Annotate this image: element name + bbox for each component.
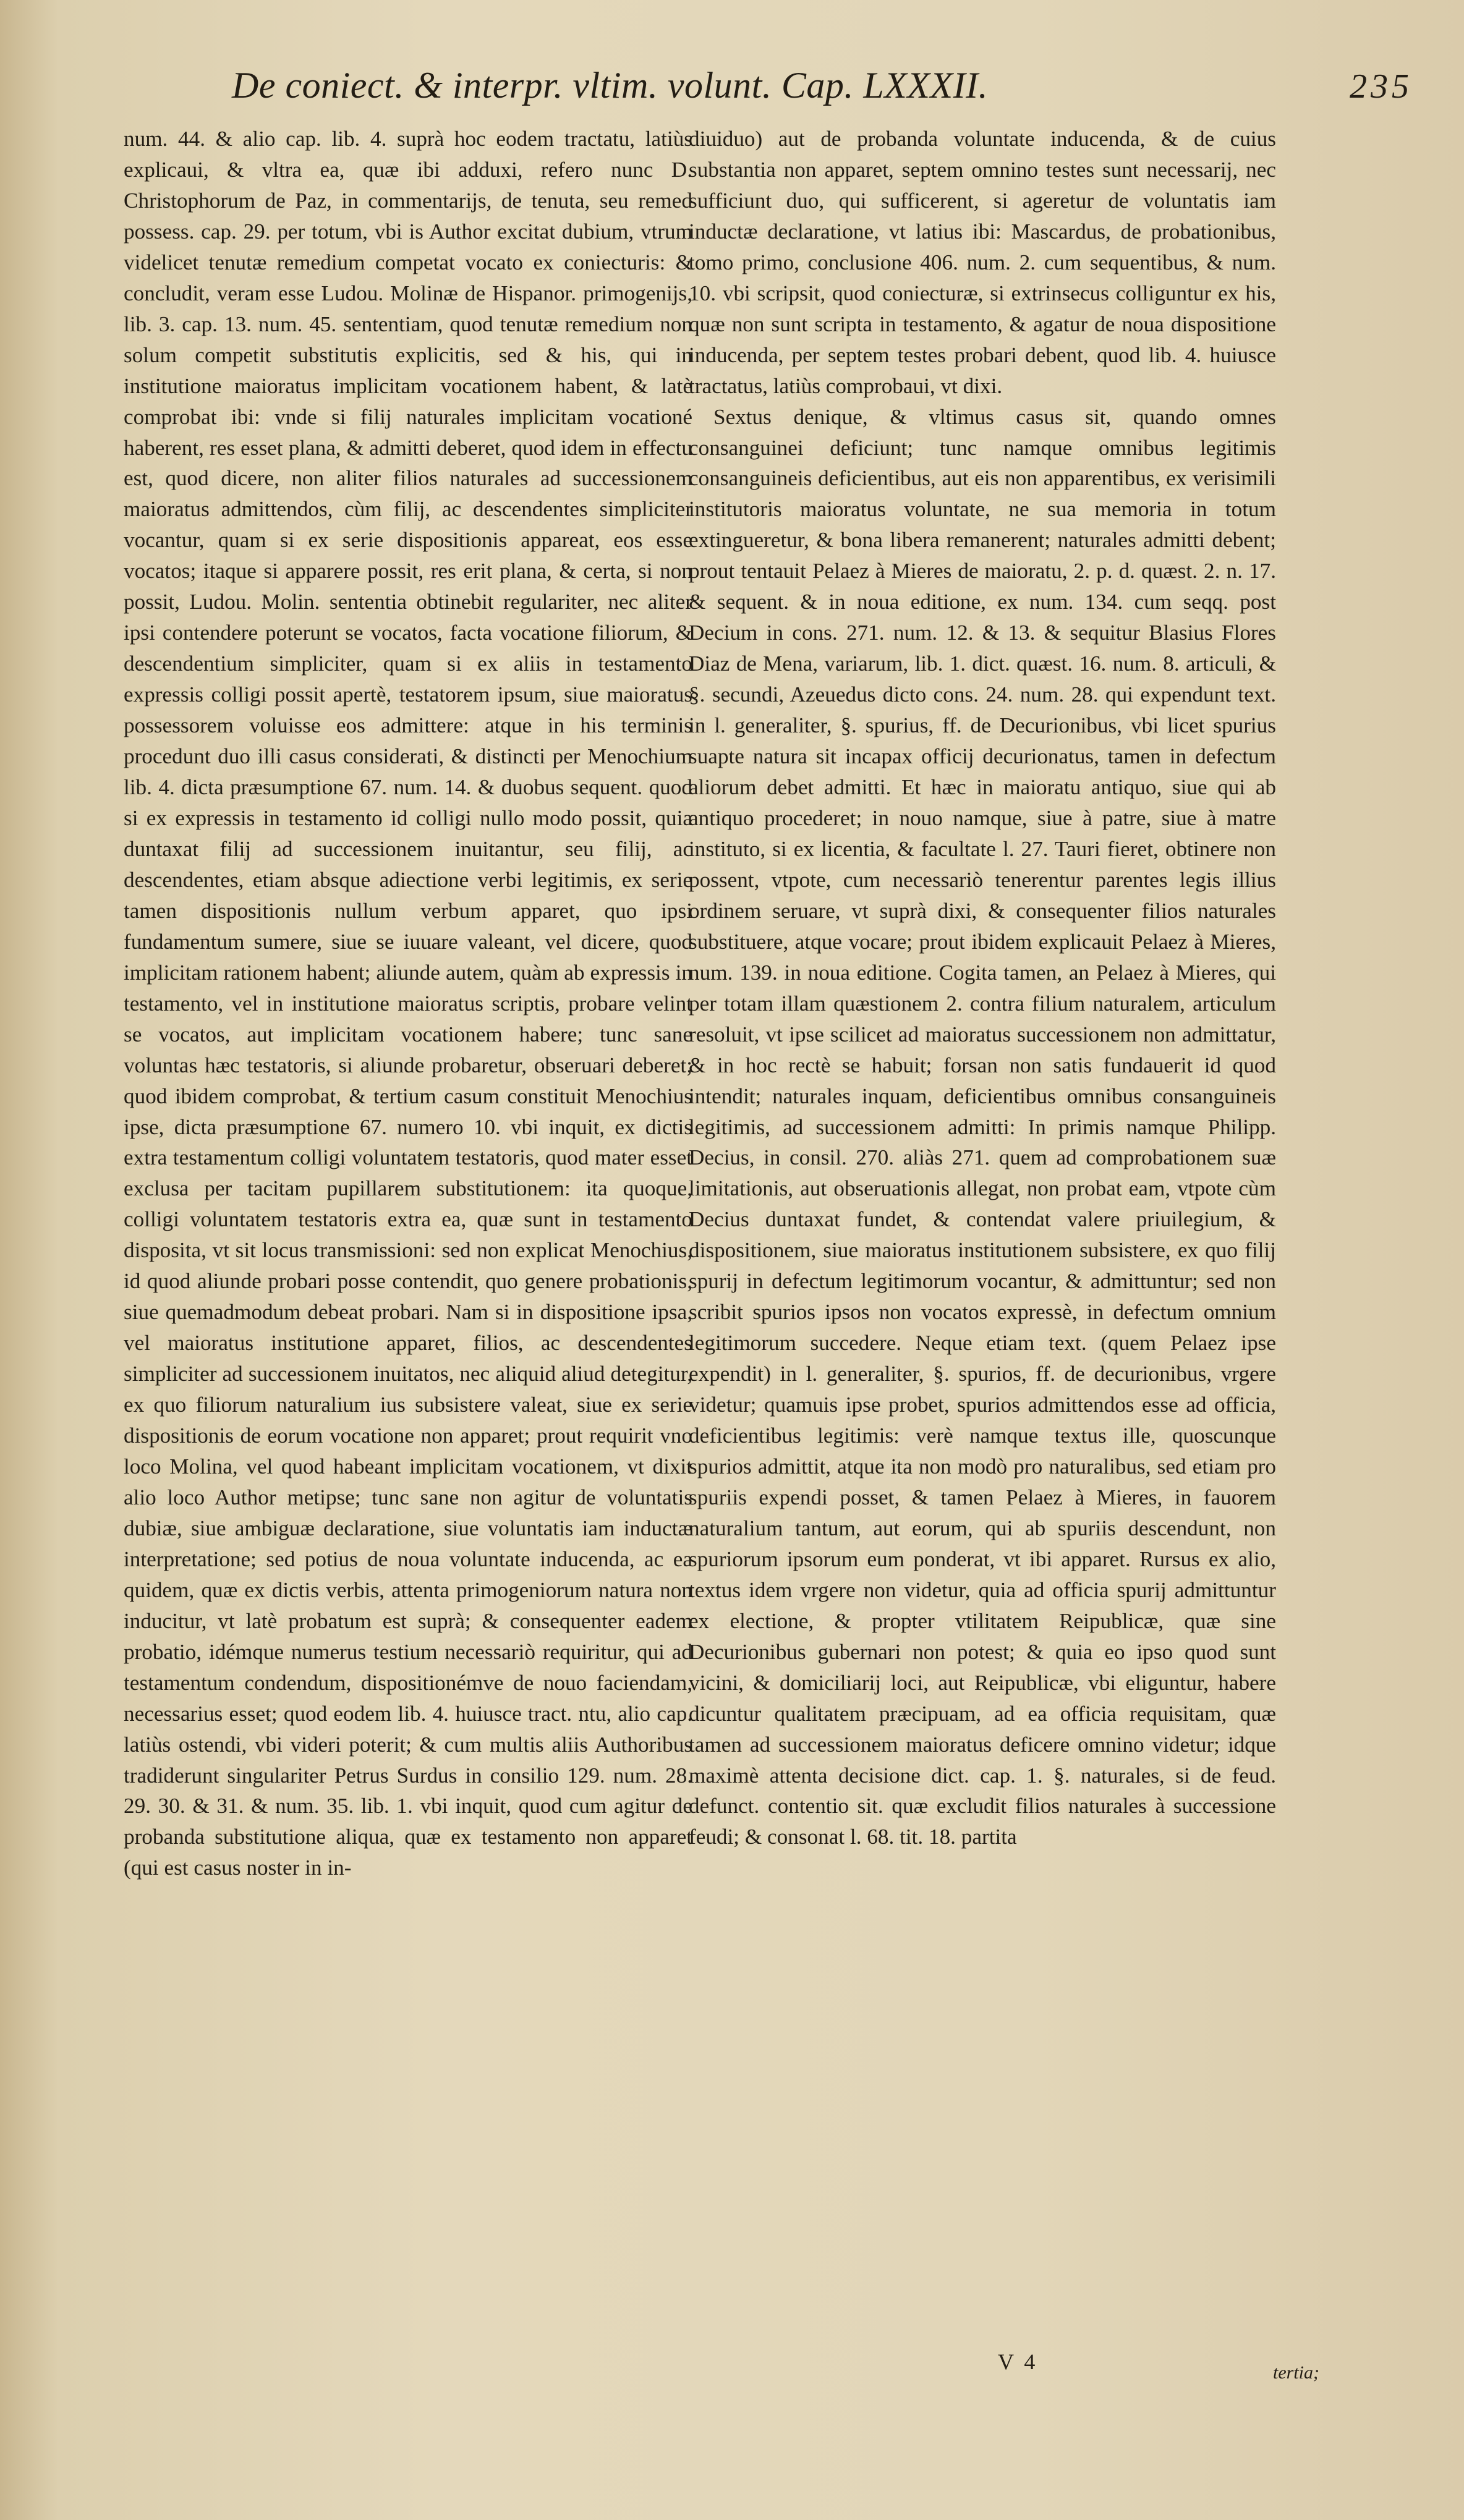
page-footer — [998, 2349, 1319, 2386]
right-column — [689, 124, 1276, 1852]
paragraph: num. 44. & alio cap. lib. 4. suprà hoc eodem tractatu, latiùs explicaui, & vltra ea, quæ ibi adduxi, refero nunc D. Christophorum de Paz, in commentarijs, de tenuta, seu remed possess. cap. 29. per totum, vbi is Author excitat dubium, vtrum videlicet tenutæ remedium competat vocato ex coniecturis: & concludit, veram esse Ludou. Molinæ de Hispanor. primogenijs, lib. 3. cap. 13. num. 45. sententiam, quod tenutæ remedium non solum competit substitutis explicitis, sed & his, qui in institutione maioratus implicitam vocationem habent, & latè comprobat ibi: vnde si filij naturales implicitam vocationé haberent, res esset plana, & admitti deberet, quod idem in effectu est, quod dicere, non aliter filios naturales ad successionem maioratus admittendos, cùm filij, ac descendentes simpliciter vocantur, quam si ex serie dispositionis appareat, eos esse vocatos; itaque si apparere possit, res erit plana, & certa, si non possit, Ludou. Molin. sententia obtinebit regulariter, nec aliter ipsi contendere poterunt se vocatos, facta vocatione filiorum, & descendentium simpliciter, quam si ex aliis in testamento expressis colligi possit apertè, testatorem ipsum, siue maioratus possessorem voluisse eos admittere: atque in his terminis procedunt duo illi casus considerati, & distincti per Menochium lib. 4. dicta præsumptione 67. num. 14. & duobus sequent. quod si ex expressis in testamento id colligi nullo modo possit, quia duntaxat filij ad successionem inuitantur, seu filij, ac descendentes, etiam absque adiectione verbi legitimis, ex serie tamen dispositionis nullum verbum apparet, quo ipsi fundamentum sumere, siue se iuuare valeant, vel dicere, quod implicitam rationem habent; aliunde autem, quàm ab expressis in testamento, vel in institutione maioratus scriptis, probare velint se vocatos, aut implicitam vocationem habere; tunc sane voluntas hæc testatoris, si aliunde probaretur, obseruari deberet; quod ibidem comprobat, & tertium casum constituit Menochius ipse, dicta præsumptione 67. numero 10. vbi inquit, ex dictis extra testamentum colligi voluntatem testatoris, quod mater esset exclusa per tacitam pupillarem substitutionem: ita quoque, colligi voluntatem testatoris extra ea, quæ sunt in testamento disposita, vt sit locus transmissioni: sed non explicat Menochius, id quod aliunde probari posse contendit, quo genere probationis, siue quemadmodum debeat probari. Nam si in dispositione ipsa, vel maioratus institutione apparet, filios, ac descendentes simpliciter ad successionem inuitatos, nec aliquid aliud detegitur, ex quo filiorum naturalium ius subsistere valeat, siue ex serie dispositionis de eorum vocatione non apparet; prout requirit vno loco Molina, vel quod habeant implicitam vocationem, vt dixit alio loco Author metipse; tunc sane non agitur de voluntatis dubiæ, siue ambiguæ declaratione, siue voluntatis iam inductæ interpretatione; sed potius de noua voluntate inducenda, ac ea quidem, quæ ex dictis verbis, attenta primogeniorum natura non inducitur, vt latè probatum est suprà; & consequenter eadem probatio, idémque numerus testium necessariò requiritur, qui ad testamentum condendum, dispositionémve de nouo faciendam, necessarius esset; quod eodem lib. 4. huiusce tract. ntu, alio cap. latiùs ostendi, vbi videri poterit; & cum multis aliis Authoribus tradiderunt singulariter Petrus Surdus in consilio 129. num. 28. 29. 30. & 31. & num. 35. lib. 1. vbi inquit, quod cum agitur de probanda substitutione aliqua, quæ ex testamento non apparet (qui est casus noster in in- — [124, 127, 692, 1880]
running-title: De coniect. & interpr. vltim. volunt. Cap. LXXXII. — [232, 65, 989, 106]
paragraph: Sextus denique, & vltimus casus sit, quando omnes consanguinei deficiunt; tunc namque omnibus legitimis consanguineis deficientibus, aut eis non apparentibus, ex verisimili institutoris maioratus voluntate, ne sua memoria in totum extingueretur, & bona libera remanerent; naturales admitti debent; prout tentauit Pelaez à Mieres de maioratu, 2. p. d. quæst. 2. n. 17. & sequent. & in noua editione, ex num. 134. cum seqq. post Decium in cons. 271. num. 12. & 13. & sequitur Blasius Flores Diaz de Mena, variarum, lib. 1. dict. quæst. 16. num. 8. articuli, & §. secundi, Azeuedus dicto cons. 24. num. 28. qui expendunt text. in l. generaliter, §. spurius, ff. de Decurionibus, vbi licet spurius suapte natura sit incapax officij decurionatus, tamen in defectum aliorum debet admitti. Et hæc in maioratu antiquo, siue qui ab antiquo procederet; in nouo namque, siue à patre, siue à matre instituto, si ex licentia, & facultate l. 27. Tauri fieret, obtinere non possent, vtpote, cum necessariò tenerentur parentes legis illius ordinem seruare, vt suprà dixi, & consequenter filios naturales substituere, atque vocare; prout ibidem explicauit Pelaez à Mieres, num. 139. in noua editione. Cogita tamen, an Pelaez à Mieres, qui per totam illam quæstionem 2. contra filium naturalem, articulum resoluit, vt ipse scilicet ad maioratus successionem non admittatur, & in hoc rectè se habuit; forsan non satis fundauerit id quod intendit; naturales inquam, deficientibus omnibus consanguineis legitimis, ad successionem admitti: In primis namque Philipp. Decius, in consil. 270. aliàs 271. quem ad comprobationem suæ limitationis, aut obseruationis allegat, non probat eam, vtpote cùm Decius duntaxat fundet, & contendat valere priuilegium, & dispositionem, siue maioratus institutionem subsistere, ex quo filij spurij in defectum legitimorum vocantur, & admittuntur; sed non scribit spurios ipsos non vocatos expressè, in defectum omnium legitimorum succedere. Neque etiam text. (quem Pelaez ipse expendit) in l. generaliter, §. spurios, ff. de decurionibus, vrgere videtur; quamuis ipse probet, spurios admittendos esse ad officia, deficientibus legitimis: verè namque textus ille, quoscunque spurios admittit, atque ita non modò pro naturalibus, sed etiam pro spuriis expendi posset, & tamen Pelaez à Mieres, in fauorem naturalium tantum, aut eorum, qui ab spuriis descendunt, non spuriorum ipsorum eum ponderat, vt ibi apparet. Rursus ex alio, textus idem vrgere non videtur, quia ad officia spurij admittuntur ex electione, & propter vtilitatem Reipublicæ, quæ sine Decurionibus gubernari non potest; & quia eo ipso quod sunt vicini, & domiciliarij loci, aut Reipublicæ, vbi eliguntur, habere dicuntur qualitatem præcipuam, ad ea officia requisitam, quæ tamen ad successionem maioratus deficere omnino videtur; idque maximè attenta decisione dict. cap. 1. §. naturales, si de feud. defunct. contentio sit. quæ excludit filios naturales à successione feudi; & consonat l. 68. tit. 18. partita — [689, 404, 1276, 1849]
paragraph: diuiduo) aut de probanda voluntate inducenda, & de cuius substantia non apparet, septem omnino testes sunt necessarij, nec sufficiunt duo, qui sufficerent, si ageretur de voluntatis iam inductæ declaratione, vt latius ibi: Mascardus, de probationibus, tomo primo, conclusione 406. num. 2. cum sequentibus, & num. 10. vbi scripsit, quod coniecturæ, si extrinsecus colliguntur ex his, quæ non sunt scripta in testamento, & agatur de noua dispositione inducenda, per septem testes probari debent, quod lib. 4. huiusce tractatus, latiùs comprobaui, vt dixi. — [689, 127, 1276, 398]
page-header — [232, 64, 1413, 120]
left-column — [124, 124, 692, 1883]
catchword: tertia; — [1273, 2362, 1319, 2383]
page-number: 235 — [1350, 67, 1413, 106]
signature-mark: V 4 — [998, 2349, 1038, 2374]
